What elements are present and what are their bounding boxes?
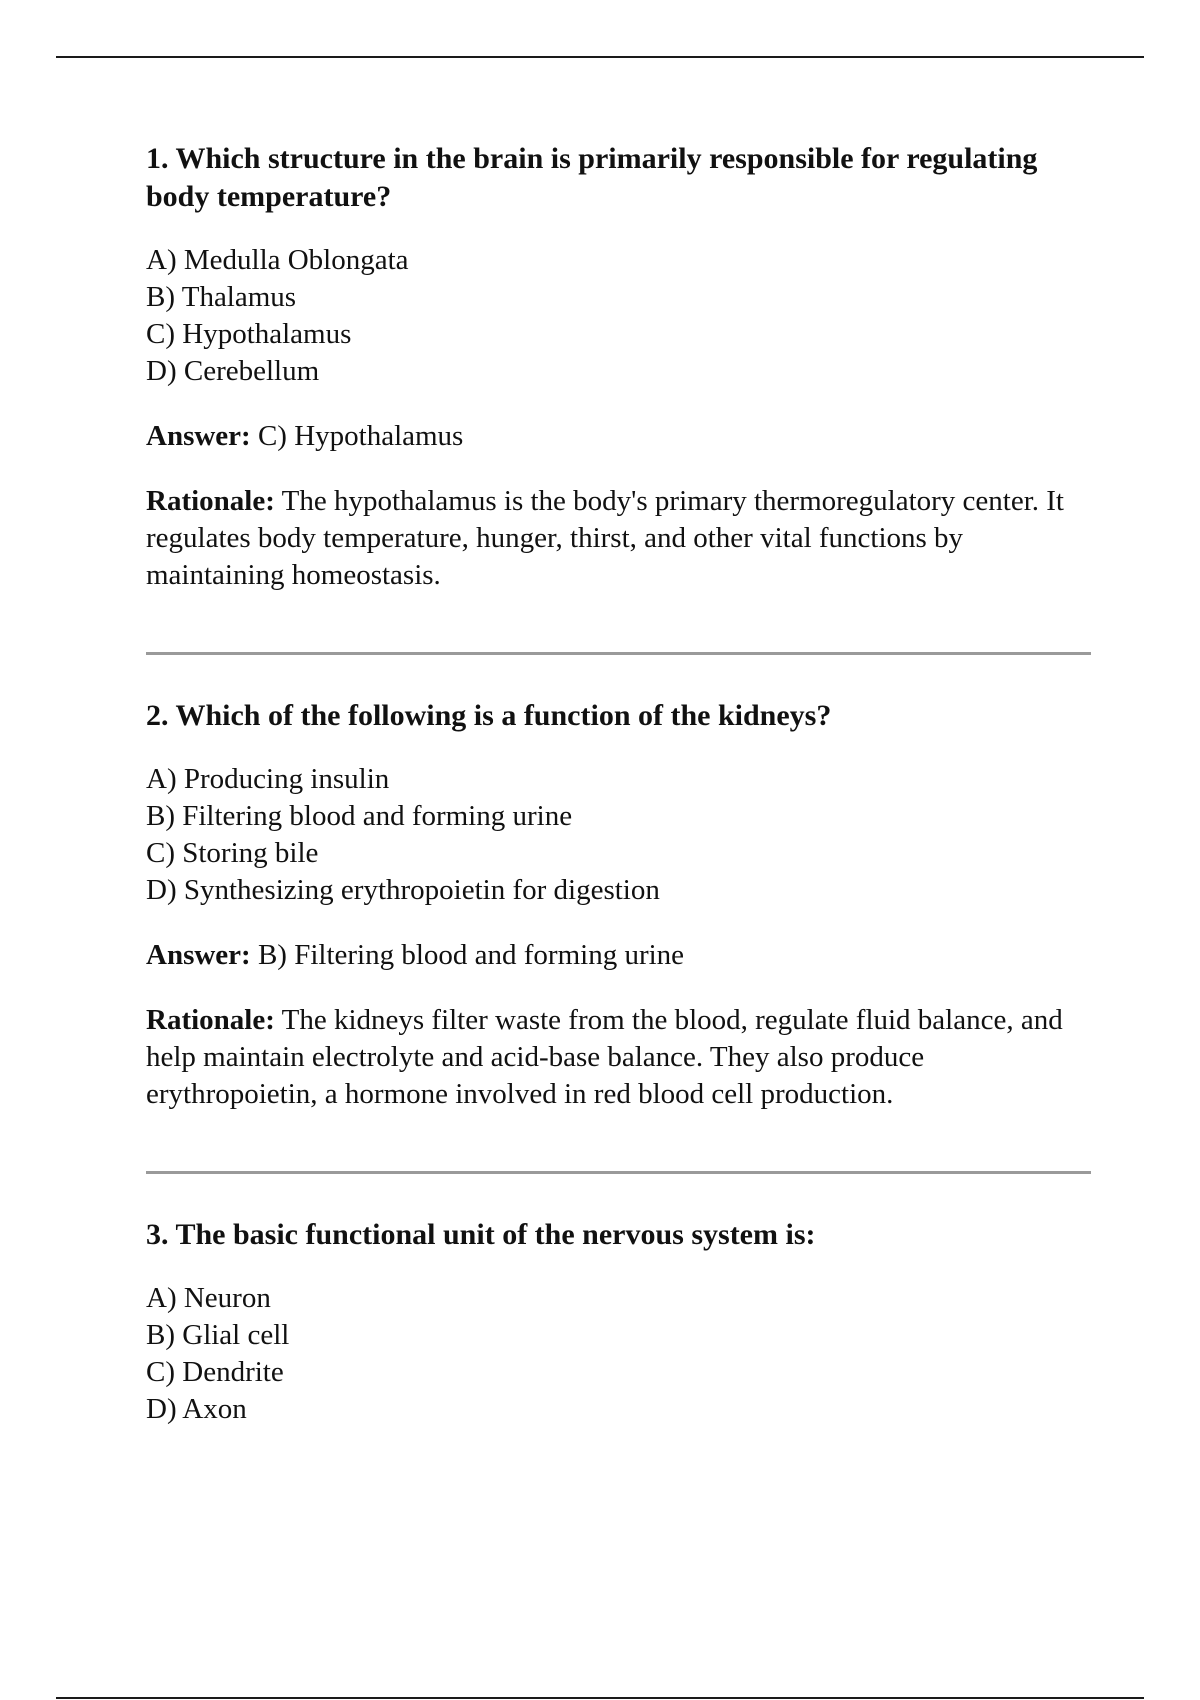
option-a: A) Producing insulin (146, 763, 390, 795)
answer-line (146, 937, 1091, 974)
question-title: 2. Which of the following is a function of the kidneys? (146, 699, 832, 732)
page-top-rule (56, 56, 1144, 58)
answer-line (146, 418, 1091, 455)
rationale-text: The hypothalamus is the body's primary thermoregulatory center. It regulates body temperature, hunger, thirst, and other vital functions by maintaining homeostasis. (146, 485, 1064, 591)
option-b: B) Filtering blood and forming urine (146, 800, 573, 832)
answer-options (146, 761, 1091, 909)
rationale-paragraph (146, 1002, 1091, 1113)
question-3 (146, 1216, 1091, 1428)
rationale-text: The kidneys filter waste from the blood, regulate fluid balance, and help maintain electrolyte and acid-base balance. They also produce erythropoietin, a hormone involved in red blood cell production. (146, 1004, 1063, 1110)
rationale-label: Rationale: (146, 1004, 275, 1036)
answer-label: Answer: (146, 420, 251, 452)
option-c: C) Dendrite (146, 1356, 284, 1388)
question-2 (146, 697, 1091, 1113)
document-content (146, 140, 1091, 1456)
option-d: D) Cerebellum (146, 355, 320, 387)
answer-label: Answer: (146, 939, 251, 971)
page-bottom-rule (56, 1697, 1144, 1699)
rationale-paragraph (146, 483, 1091, 594)
section-divider (146, 652, 1091, 655)
rationale-label: Rationale: (146, 485, 275, 517)
option-b: B) Thalamus (146, 281, 297, 313)
question-title: 1. Which structure in the brain is primarily responsible for regulating body temperature? (146, 142, 1038, 213)
question-title: 3. The basic functional unit of the nervous system is: (146, 1218, 816, 1251)
option-a: A) Medulla Oblongata (146, 244, 409, 276)
option-c: C) Hypothalamus (146, 318, 352, 350)
option-b: B) Glial cell (146, 1319, 290, 1351)
answer-text: B) Filtering blood and forming urine (257, 939, 685, 971)
answer-text: C) Hypothalamus (257, 420, 464, 452)
question-1 (146, 140, 1091, 594)
section-divider (146, 1171, 1091, 1174)
answer-options (146, 242, 1091, 390)
option-d: D) Synthesizing erythropoietin for digestion (146, 874, 660, 906)
option-c: C) Storing bile (146, 837, 319, 869)
option-d: D) Axon (146, 1393, 247, 1425)
option-a: A) Neuron (146, 1282, 271, 1314)
answer-options (146, 1280, 1091, 1428)
